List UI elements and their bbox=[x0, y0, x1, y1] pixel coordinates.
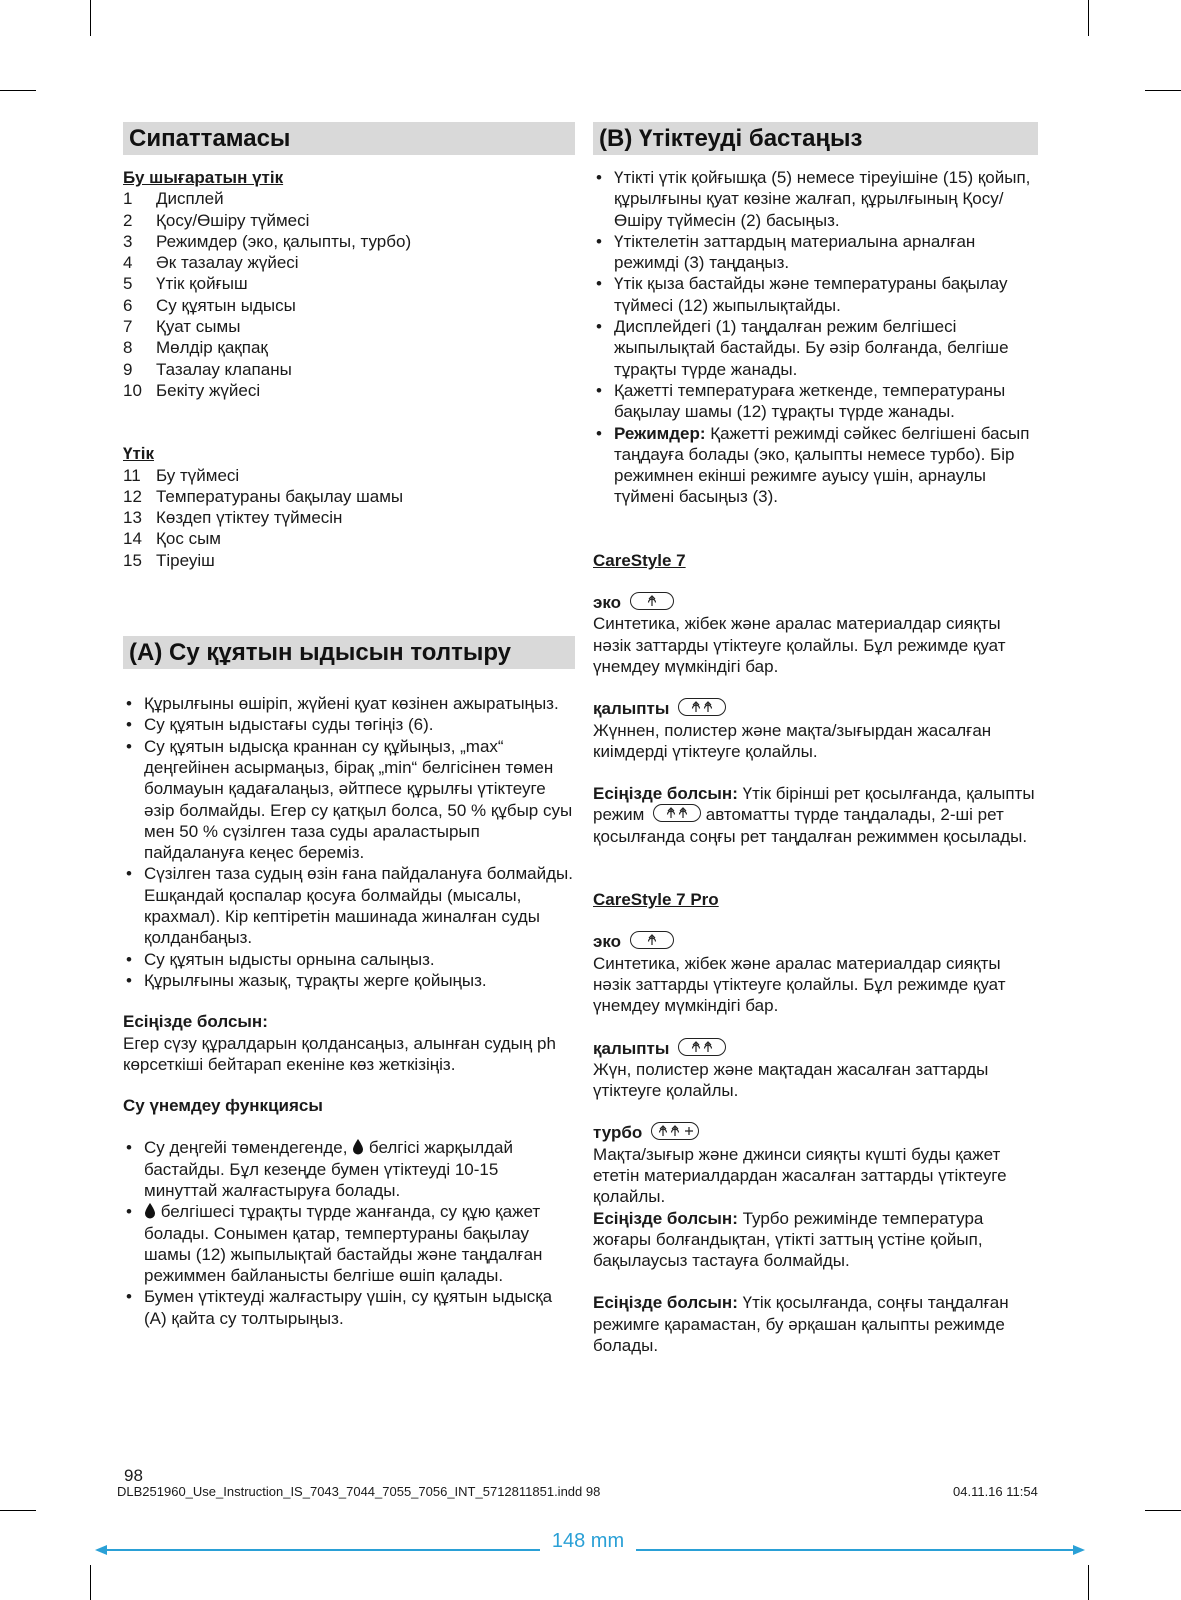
left-column bbox=[123, 122, 575, 1329]
turbo-remember-note: Есіңізде болсын: Турбо режимінде температура жоғары болғандықтан, үтікті заттың үстіне қойып, бақылаусыз тастауға болмайды. bbox=[593, 1208, 984, 1271]
crop-mark bbox=[0, 1510, 36, 1511]
list-item: 15 Тіреуіш bbox=[123, 550, 215, 570]
list-item: • Үтіктелетін заттардың материалына арналған режимді (3) таңдаңыз. bbox=[596, 231, 976, 273]
section-header-description: Сипаттамасы bbox=[123, 122, 575, 155]
list-item: • Бумен үтіктеуді жалғастыру үшін, су құятын ыдысқа (A) қайта су толтырыңыз. bbox=[126, 1287, 553, 1328]
crop-mark bbox=[1088, 0, 1089, 36]
eco-mode-text: Синтетика, жібек және аралас материалдар сияқты нәзік заттарды үтіктеуге қолайлы. Бұл режимде қуат үнемдеу мүмкіндігі бар. bbox=[593, 614, 1006, 676]
list-item: • Су құятын ыдысқа краннан су құйыңыз, „max“ деңгейінен асырмаңыз, бірақ „min“ белгісінен төмен болмауын қадағалаңыз, әйтпесе құрылғы үтіктеуге әзір болмайды. Егер су қатқыл болса, 50 % құбыр суы мен 50 % сүзілген таза суды араластырып пайдалануға кеңес береміз. bbox=[126, 736, 573, 863]
list-item: • Режимдер: Қажетті режимді сәйкес белгішені басып таңдауға болады (эко, қалыпты немесе турбо). Бір режимнен екінші режимге ауысу үшін, арнаулы түймені басыңыз (3). bbox=[596, 423, 1030, 507]
final-remember-note: Есіңізде болсын: Үтік қосылғанда, соңғы таңдалған режимге қарамастан, бу әрқашан қалыпты режимде болады. bbox=[593, 1293, 1009, 1356]
list-item: 6 Су құятын ыдысы bbox=[123, 295, 296, 315]
eco-mode-text: Синтетика, жібек және аралас материалдар сияқты нәзік заттарды үтіктеуге қолайлы. Бұл режимде қуат үнемдеу мүмкіндігі бар. bbox=[593, 953, 1006, 1016]
list-item: 4 Әк тазалау жүйесі bbox=[123, 253, 299, 273]
list-item: 9 Тазалау клапаны bbox=[123, 359, 292, 379]
list-item: 13 Көздеп үтіктеу түймесін bbox=[123, 508, 343, 528]
list-item: • Су құятын ыдысты орнына салыңыз. bbox=[126, 949, 435, 969]
normal-mode-icon bbox=[653, 804, 701, 822]
list-item: 11 Бу түймесі bbox=[123, 465, 240, 485]
eco-mode-label: эко bbox=[593, 592, 1038, 613]
list-item: 14 Қос сым bbox=[123, 529, 221, 549]
list-item: 3 Режимдер (эко, қалыпты, турбо) bbox=[123, 231, 412, 251]
list-item: • белгішесі тұрақты түрде жанғанда, су құю қажет болады. Сонымен қатар, темпертураны бақылау шамы (12) жыпылықтай бастайды және таңдалған режиммен байланысты белгіше өшіп қалады. bbox=[126, 1202, 543, 1286]
normal-mode-text: Жүннен, полистер және мақта/зығырдан жасалған киімдерді үтіктеуге қолайлы. bbox=[593, 720, 992, 761]
carestyle7pro-title: CareStyle 7 Pro bbox=[593, 890, 719, 910]
list-item: • Су деңгейі төмендегенде, белгісі жарқылдай бастайды. Бұл кезеңде бумен үтіктеуді 10-15 минуттай жалғастыруға болады. bbox=[126, 1138, 513, 1200]
normal-mode-label: қалыпты bbox=[593, 1038, 1038, 1059]
normal-mode-icon bbox=[678, 1038, 726, 1056]
water-drop-icon bbox=[144, 1202, 156, 1220]
eco-mode-icon bbox=[630, 592, 674, 610]
list-item: 2 Қосу/Өшіру түймесі bbox=[123, 210, 310, 230]
list-item: 12 Температураны бақылау шамы bbox=[123, 486, 404, 506]
footer-file: DLB251960_Use_Instruction_IS_7043_7044_7055_7056_INT_5712811851.indd 98 bbox=[117, 1484, 601, 1499]
section-header-fill: (A) Су құятын ыдысын толтыру bbox=[123, 636, 575, 669]
pro-normal-text: Жүн, полистер және мақтадан жасалған заттарды үтіктеуге қолайлы. bbox=[593, 1059, 989, 1101]
turbo-mode-text: Мақта/зығыр және джинси сияқты күшті буды қажет ететін материалдардан жасалған заттарды үтіктеуге қолайлы. bbox=[593, 1144, 1007, 1207]
start-bullets bbox=[593, 167, 1038, 508]
list-item: 10 Бекіту жүйесі bbox=[123, 380, 261, 400]
cs7-remember-note: Есіңізде болсын: Үтік бірінші рет қосылғанда, қалыпты режим автоматты түрде таңдалады, 2-ші рет қосылғанда соңғы рет таңдалған режиммен қосылады. bbox=[593, 784, 1035, 846]
list-item: • Су құятын ыдыстағы суды төгіңіз (6). bbox=[126, 715, 434, 735]
steam-iron-subtitle: Бу шығаратын үтік bbox=[123, 168, 284, 187]
crop-mark bbox=[1145, 1510, 1181, 1511]
eco-mode-label: эко bbox=[593, 931, 1038, 952]
iron-subtitle: Үтік bbox=[123, 444, 155, 464]
list-item: • Үтік қыза бастайды және температураны бақылау түймесі (12) жыпылықтайды. bbox=[596, 274, 1008, 315]
list-item: • Үтікті үтік қойғышқа (5) немесе тіреуішіне (15) қойып, құрылғыны қуат көзіне жалғап, құрылғының Қосу/Өшіру түймесін (2) басыңыз. bbox=[596, 168, 1031, 230]
list-item: • Сүзілген таза судың өзін ғана пайдалануға болмайды. Ешқандай қоспалар қосуға болмайды (мысалы, крахмал). Кір кептіретін машинада жиналған суды қолданбаңыз. bbox=[126, 864, 573, 948]
list-item: • Қажетті температураға жеткенде, температураны бақылау шамы (12) тұрақты түрде жанады. bbox=[596, 380, 1006, 422]
list-item: 8 Мөлдір қақпақ bbox=[123, 338, 268, 358]
list-item: 7 Қуат сымы bbox=[123, 317, 241, 337]
list-item: • Құрылғыны жазық, тұрақты жерге қойыңыз. bbox=[126, 970, 487, 990]
water-save-title: Су үнемдеу функциясы bbox=[123, 1096, 323, 1116]
crop-mark bbox=[90, 0, 91, 36]
section-header-start: (B) Үтіктеуді бастаңыз bbox=[593, 122, 1038, 155]
list-item: • Құрылғыны өшіріп, жүйені қуат көзінен ажыратыңыз. bbox=[126, 694, 559, 714]
steam-parts-list bbox=[123, 188, 575, 401]
iron-parts-list bbox=[123, 465, 575, 571]
crop-mark bbox=[1088, 1565, 1089, 1600]
water-drop-icon bbox=[352, 1138, 364, 1156]
crop-mark bbox=[1145, 90, 1181, 91]
page-number: 98 bbox=[124, 1466, 143, 1485]
normal-mode-label: қалыпты bbox=[593, 698, 1038, 719]
normal-mode-icon bbox=[678, 698, 726, 716]
list-item: 1 Дисплей bbox=[123, 189, 224, 209]
fill-bullets bbox=[123, 693, 575, 991]
carestyle7-title: CareStyle 7 bbox=[593, 550, 686, 570]
note-title: Есіңізде болсын: bbox=[123, 1012, 268, 1032]
note-text: Егер сүзу құралдарын қолдансаңыз, алынған судың ph көрсеткіші бейтарап екеніне көз жеткізіңіз. bbox=[123, 1033, 556, 1074]
footer-date: 04.11.16 11:54 bbox=[953, 1484, 1038, 1499]
crop-mark bbox=[90, 1565, 91, 1600]
crop-mark bbox=[0, 90, 36, 91]
turbo-mode-icon bbox=[651, 1122, 699, 1140]
eco-mode-icon bbox=[630, 931, 674, 949]
list-item: 5 Үтік қойғыш bbox=[123, 274, 248, 294]
dimension-label: 148 mm bbox=[540, 1530, 636, 1553]
right-column bbox=[593, 122, 1038, 1356]
water-save-bullets bbox=[123, 1137, 575, 1329]
list-item: • Дисплейдегі (1) таңдалған режим белгішесі жыпылықтай бастайды. Бу әзір болғанда, белгіше тұрақты түрде жанады. bbox=[596, 317, 1009, 379]
turbo-mode-label: турбо bbox=[593, 1122, 1038, 1143]
